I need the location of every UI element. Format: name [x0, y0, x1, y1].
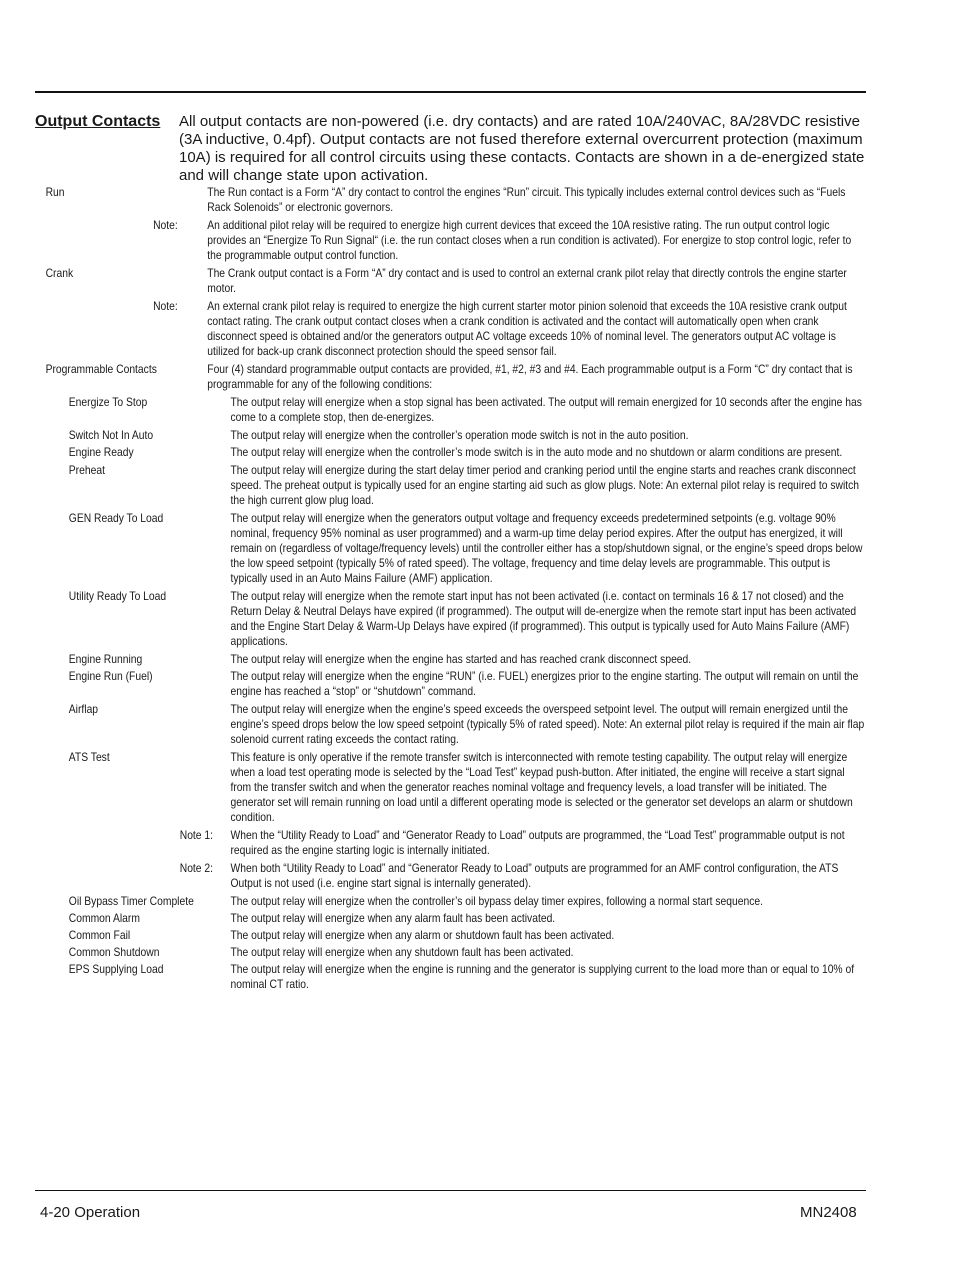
- entry-description: An external crank pilot relay is required to energize the high current starter motor pinion solenoid that exceeds the 10A resistive crank output contact rating. The crank output contact closes when a crank condition is activated and the contact will automatically open when crank disconnect speed is obtained and/or the generators output AC voltage exceeds 10% of nominal level. The generators output AC voltage is utilized for back-up crank disconnect protection should the speed sensor fail.: [207, 299, 847, 358]
- entry-description: The output relay will energize when the controller’s operation mode switch is not in the auto position.: [230, 428, 689, 442]
- entry-description: The output relay will energize when the remote start input has not been activated (i.e. contact on terminals 16 & 17 not closed) and the Return Delay & Neutral Delays have expired (if programmed). The output will de-energize when the remote start input has been activated and the Engine Start Delay & Warm-Up Delays have expired (if programmed). This output is typically used for Auto Mains Failure (AMF) applications.: [230, 589, 857, 648]
- entry-label: Crank: [45, 266, 74, 280]
- entry-description: When the “Utility Ready to Load” and “Generator Ready to Load” outputs are programmed, the “Load Test” programmable output is not required as the engine starting logic is internally initiated.: [230, 828, 845, 857]
- entry-label: Note 1:: [179, 828, 214, 842]
- contact-entry: [0, 945, 820, 960]
- entry-description: When both “Utility Ready to Load” and “Generator Ready to Load” outputs are programmed for an AMF control configuration, the ATS Output is not used (i.e. engine start signal is internally generated).: [230, 861, 839, 890]
- entry-label: Preheat: [68, 463, 105, 477]
- section-title: Output Contacts: [35, 113, 161, 130]
- contact-entry: [0, 428, 820, 443]
- contact-entry: [0, 218, 852, 263]
- entry-description: The output relay will energize when any shutdown fault has been activated.: [230, 945, 574, 959]
- entry-description: The output relay will energize when the engine is running and the generator is supplying current to the load more than or equal to 10% of nominal CT ratio.: [230, 962, 855, 991]
- contact-entry: [0, 962, 855, 992]
- contact-entry: [0, 589, 857, 649]
- entry-label: Common Fail: [68, 928, 131, 942]
- entry-description: The output relay will energize when the controller’s oil bypass delay timer expires, following a normal start sequence.: [230, 894, 763, 908]
- contact-entry: [0, 185, 846, 215]
- entry-description: The output relay will energize when the engine “RUN” (i.e. FUEL) energizes prior to the engine starting. The output will remain on until the engine has reached a “stop” or “shutdown” command.: [230, 669, 859, 698]
- entry-label: Programmable Contacts: [45, 362, 157, 376]
- entry-description: The output relay will energize when any alarm fault has been activated.: [230, 911, 556, 925]
- contact-entry: [0, 894, 820, 909]
- contact-entry: [0, 445, 843, 460]
- entry-description: The output relay will energize during the start delay timer period and cranking period until the engine starts and reaches crank disconnect speed. The preheat output is typically used for an engine starting aid such as glow plugs. Note: An external pilot relay is required to switch the high current glow plug load.: [230, 463, 860, 507]
- contact-entry: [0, 652, 820, 667]
- entry-description: The output relay will energize when a stop signal has been activated. The output will remain energized for 10 seconds after the engine has come to a complete stop, then de-energizes.: [230, 395, 862, 424]
- entry-label: Engine Running: [68, 652, 143, 666]
- entry-label: Note:: [153, 299, 178, 313]
- entry-description: This feature is only operative if the remote transfer switch is interconnected with remote testing capability. The output relay will energize when a load test operating mode is selected by the “Load Test” keypad push-button. After initiated, the engine will receive a start signal from the transfer switch and when the generator reaches nominal voltage and frequency levels, a load transfer will be initiated. The generator set will remain running on load until a different operating mode is selected or the generator set develops an alarm or shutdown condition.: [230, 750, 853, 824]
- entry-label: GEN Ready To Load: [68, 511, 164, 525]
- contact-entry: [0, 395, 862, 425]
- entry-description: The output relay will energize when the generators output voltage and frequency exceeds predetermined setpoints (e.g. voltage 90% nominal, frequency 95% nominal as user programmed) and a warm-up time delay period expires. After the output has energized, it will remain on (regardless of voltage/frequency levels) until the controller either has a stop/shutdown signal, or the engine’s speed drops below the low speed setpoint (typically 5% of rated speed). The voltage, frequency and time delay levels are programmable. This output is typically used in an Auto Mains Failure (AMF) application.: [230, 511, 863, 585]
- entry-label: Note 2:: [179, 861, 214, 875]
- entry-label: ATS Test: [68, 750, 110, 764]
- entry-label: Note:: [153, 218, 178, 232]
- contact-entry: [0, 511, 863, 586]
- contact-entry: [0, 299, 847, 359]
- contacts-list: [0, 185, 865, 992]
- entry-label: EPS Supplying Load: [68, 962, 164, 976]
- entry-description: The Run contact is a Form “A” dry contact to control the engines “Run” circuit. This typically includes external control devices such as “Fuels Rack Solenoids” or electronic governors.: [207, 185, 846, 214]
- contact-entry: [0, 928, 820, 943]
- entry-label: Oil Bypass Timer Complete: [68, 894, 194, 908]
- page-footer-left: 4-20 Operation: [40, 1204, 141, 1221]
- entry-description: The output relay will energize when any alarm or shutdown fault has been activated.: [230, 928, 615, 942]
- entry-label: Engine Run (Fuel): [68, 669, 153, 683]
- entry-description: The Crank output contact is a Form “A” dry contact and is used to control an external crank pilot relay that directly controls the engine starter motor.: [207, 266, 847, 295]
- entry-description: The output relay will energize when the engine has started and has reached crank disconnect speed.: [230, 652, 692, 666]
- entry-description: The output relay will energize when the engine’s speed exceeds the overspeed setpoint level. The output will remain energized until the engine’s speed drops below the low speed setpoint (typically 5% of rated speed). Note: An external pilot relay is required if the main air flap solenoid current rating exceeds the contact rating.: [230, 702, 865, 746]
- entry-label: Engine Ready: [68, 445, 134, 459]
- top-rule: [35, 91, 866, 93]
- page-footer-right: MN2408: [800, 1204, 857, 1221]
- section-intro: All output contacts are non-powered (i.e. dry contacts) and are rated 10A/240VAC, 8A/28VDC resistive (3A inductive, 0.4pf). Output contacts are not fused therefore external overcurrent protection (maximum 10A) is required for all control circuits using these contacts. Contacts are shown in a de-energized state and will change state upon activation.: [179, 113, 865, 184]
- contact-entry: [0, 463, 860, 508]
- entry-label: Switch Not In Auto: [68, 428, 154, 442]
- entry-label: Common Alarm: [68, 911, 140, 925]
- contact-entry: [0, 911, 820, 926]
- contact-entry: [0, 702, 865, 747]
- entry-description: The output relay will energize when the controller’s mode switch is in the auto mode and no shutdown or alarm conditions are present.: [230, 445, 843, 459]
- entry-label: Utility Ready To Load: [68, 589, 167, 603]
- entry-description: An additional pilot relay will be required to energize high current devices that exceed the 10A resistive rating. The run output control logic provides an “Energize To Run Signal“ (i.e. the run contact closes when a run condition is activated). For energize to stop control logic, refer to the programmable output control function.: [207, 218, 852, 262]
- entry-label: Run: [45, 185, 65, 199]
- entry-description: Four (4) standard programmable output contacts are provided, #1, #2, #3 and #4. Each programmable output is a Form “C” dry contact that is programmable for any of the following conditions:: [207, 362, 853, 391]
- contact-entry: [0, 750, 853, 825]
- contact-entry: [0, 828, 845, 858]
- contact-entry: [0, 362, 853, 392]
- contact-entry: [0, 861, 839, 891]
- contact-entry: [0, 669, 859, 699]
- bottom-rule: [35, 1190, 866, 1191]
- contact-entry: [0, 266, 847, 296]
- entry-label: Airflap: [68, 702, 99, 716]
- entry-label: Energize To Stop: [68, 395, 148, 409]
- entry-label: Common Shutdown: [68, 945, 160, 959]
